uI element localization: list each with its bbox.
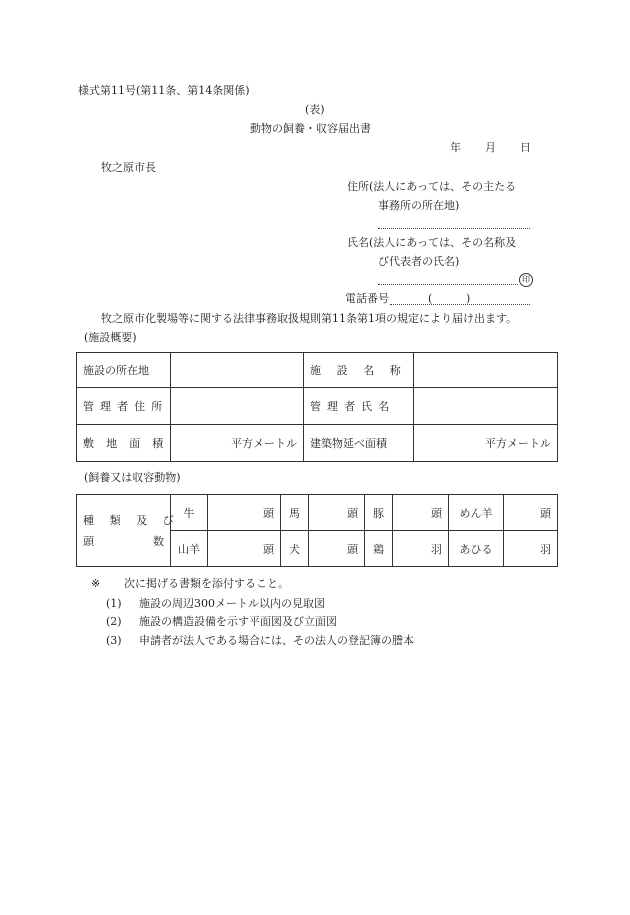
animals-row-header [77,495,180,567]
animal-name-duck: あひる [449,531,504,567]
statement: 牧之原市化製場等に関する法律事務取扱規則第11条第1項の規定により届け出ます。 [101,312,518,325]
animal-name-cattle: 牛 [171,495,208,531]
animal-count-cattle[interactable]: 頭 [208,495,281,531]
form-title: 動物の飼養・収容届出書 [250,122,371,135]
site-area-field[interactable]: 平方メートル [171,425,304,462]
animal-name-chicken: 鶏 [365,531,393,567]
address-label-line1: 住所(法人にあっては、その主たる [347,180,517,193]
note-1-number: (1) [106,597,122,610]
animals-row-header-line1: 種 類 及 び [83,514,180,527]
note-2-number: (2) [106,615,122,628]
note-3-text: 申請者が法人である場合には、その法人の登記簿の謄本 [139,634,414,647]
notes-mark: ※ [91,577,101,590]
animal-name-goat: 山羊 [171,531,208,567]
name-label-line1: 氏名(法人にあっては、その名称及 [347,236,517,249]
notes-intro: 次に掲げる書類を添付すること。 [124,577,289,590]
manager-name-label: 管理者氏名 [304,388,414,425]
phone-field-line[interactable] [390,304,530,305]
note-1-text: 施設の周辺300メートル以内の見取図 [139,597,325,610]
phone-open-paren: ( [428,292,433,305]
facility-name-label: 施 設 名 称 [304,353,414,388]
facility-location-field[interactable] [171,353,304,388]
phone-label: 電話番号 [345,292,389,305]
address-label-line2: 事務所の所在地) [378,199,460,212]
animal-count-pig[interactable]: 頭 [393,495,449,531]
manager-name-field[interactable] [414,388,558,425]
animal-count-chicken[interactable]: 羽 [393,531,449,567]
animal-count-dog[interactable]: 頭 [309,531,365,567]
animal-name-dog: 犬 [281,531,309,567]
form-number: 様式第11号(第11条、第14条関係) [78,84,250,97]
phone-close-paren: ) [466,292,471,305]
seal-mark: 印 [519,273,533,287]
animal-count-horse[interactable]: 頭 [309,495,365,531]
animal-count-sheep[interactable]: 頭 [504,495,558,531]
animals-section-label: (飼養又は収容動物) [84,471,181,484]
animal-count-goat[interactable]: 頭 [208,531,281,567]
note-3-number: (3) [106,634,122,647]
floor-area-field[interactable]: 平方メートル [414,425,558,462]
animal-name-sheep: めん羊 [449,495,504,531]
animal-name-pig: 豚 [365,495,393,531]
facility-name-field[interactable] [414,353,558,388]
animals-table [76,494,558,567]
facility-section-label: (施設概要) [84,331,137,344]
facility-table [76,352,558,462]
date-month-label: 月 [485,141,496,154]
animals-row-header-line2: 頭 数 [83,535,164,548]
addressee: 牧之原市長 [101,161,156,174]
floor-area-label: 建築物延べ面積 [304,425,414,462]
date-year-label: 年 [450,141,461,154]
manager-address-label: 管理者住所 [77,388,171,425]
note-2-text: 施設の構造設備を示す平面図及び立面図 [139,615,337,628]
name-label-line2: び代表者の氏名) [378,255,460,268]
address-field-line[interactable] [378,228,530,229]
side-label: (表) [305,103,325,116]
animal-name-horse: 馬 [281,495,309,531]
animal-count-duck[interactable]: 羽 [504,531,558,567]
date-day-label: 日 [520,141,531,154]
facility-location-label: 施設の所在地 [77,353,171,388]
name-field-line[interactable] [378,284,518,285]
manager-address-field[interactable] [171,388,304,425]
site-area-label: 敷地面積 [77,425,171,462]
